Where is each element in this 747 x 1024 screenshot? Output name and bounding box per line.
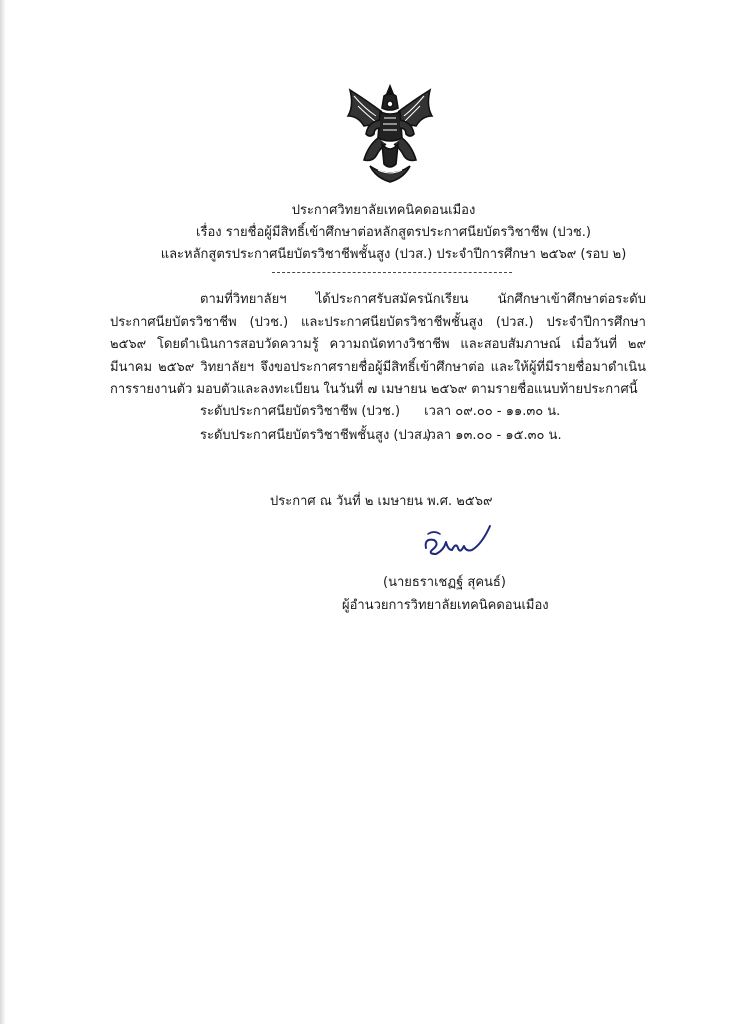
schedule-row [200,424,562,448]
schedule-time: เวลา ๑๓.๐๐ - ๑๕.๓๐ น. [424,428,562,443]
header-divider [272,272,512,273]
announcement-body [110,289,646,402]
handwritten-signature [420,520,500,565]
announcement-header [0,200,747,266]
signer-name: (นายธราเชฏฐ์ สุคนธ์) [383,575,506,590]
page-edge-shadow [0,0,6,1024]
registration-schedule [200,400,562,448]
body-paragraph: ตามที่วิทยาลัยฯ ได้ประกาศรับสมัครนักเรียน นักศึกษาเข้าศึกษาต่อระดับประกาศนียบัตรวิชาชีพ (ปวช.) และประกาศนียบัตรวิชาชีพชั้นสูง (ปวส.) ประจำปีการศึกษา ๒๕๖๙ โดยดำเนินการสอบวัดความรู้ ความถนัดทางวิชาชีพ และสอบสัมภาษณ์ เมื่อวันที่ ๒๙ มีนาคม ๒๕๖๙ วิทยาลัยฯ จึงขอประกาศรายชื่อผู้มีสิทธิ์เข้าศึกษาต่อ และให้ผู้ที่มีรายชื่อมาดำเนินการรายงานตัว มอบตัวและลงทะเบียน ในวันที่ ๗ เมษายน ๒๕๖๙ ตามรายชื่อแนบท้ายประกาศนี้ [110,292,646,397]
schedule-level: ระดับประกาศนียบัตรวิชาชีพชั้นสูง (ปวส.) [200,428,432,443]
announcement-subject-continued: และหลักสูตรประกาศนียบัตรวิชาชีพชั้นสูง (ปวส.) ประจำปีการศึกษา ๒๕๖๙ (รอบ ๒) [160,247,627,262]
schedule-level: ระดับประกาศนียบัตรวิชาชีพ (ปวช.) [200,404,401,419]
announcement-issuer: ประกาศวิทยาลัยเทคนิคดอนเมือง [291,203,476,218]
schedule-row [200,400,562,424]
schedule-time: เวลา ๐๙.๐๐ - ๑๑.๓๐ น. [424,404,561,419]
garuda-emblem-icon [344,82,436,184]
announcement-date: ประกาศ ณ วันที่ ๒ เมษายน พ.ศ. ๒๕๖๙ [270,494,493,509]
announcement-subject: เรื่อง รายชื่อผู้มีสิทธิ์เข้าศึกษาต่อหลักสูตรประกาศนียบัตรวิชาชีพ (ปวช.) [196,225,591,240]
signer-title: ผู้อำนวยการวิทยาลัยเทคนิคดอนเมือง [342,598,549,613]
